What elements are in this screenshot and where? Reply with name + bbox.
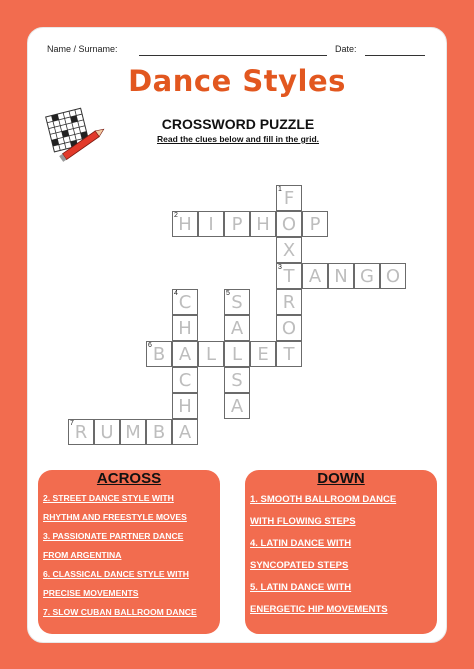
clue-line: FROM ARGENTINA (43, 550, 122, 560)
clue-number: 4 (174, 290, 178, 297)
clue-number: 6 (148, 342, 152, 349)
across-clues-panel (38, 470, 220, 634)
clue-line: PRECISE MOVEMENTS (43, 588, 139, 598)
grid-cell[interactable]: C (172, 289, 198, 315)
header-row (47, 44, 432, 58)
grid-cell[interactable]: A (302, 263, 328, 289)
grid-cell[interactable]: I (198, 211, 224, 237)
grid-cell[interactable]: T (276, 263, 302, 289)
clue-line: SYNCOPATED STEPS (250, 560, 349, 571)
page-title: Dance Styles (128, 64, 346, 98)
grid-cell[interactable]: A (224, 393, 250, 419)
grid-cell[interactable]: H (172, 315, 198, 341)
grid-cell[interactable]: H (172, 393, 198, 419)
clue-line: 2. STREET DANCE STYLE WITH (43, 493, 174, 503)
down-clues-panel (245, 470, 437, 634)
grid-cell[interactable]: C (172, 367, 198, 393)
clue-line: WITH FLOWING STEPS (250, 516, 356, 527)
grid-cell[interactable]: A (224, 315, 250, 341)
clue-number: 5 (226, 290, 230, 297)
date-field[interactable] (365, 55, 425, 56)
grid-cell[interactable]: E (250, 341, 276, 367)
clue-line: 7. SLOW CUBAN BALLROOM DANCE (43, 607, 197, 617)
grid-cell[interactable]: L (224, 341, 250, 367)
grid-cell[interactable]: A (172, 341, 198, 367)
grid-cell[interactable]: N (328, 263, 354, 289)
clue-line: 6. CLASSICAL DANCE STYLE WITH (43, 569, 189, 579)
date-label: Date: (335, 44, 357, 54)
clue-number: 7 (70, 420, 74, 427)
clue-line: 5. LATIN DANCE WITH (250, 582, 352, 593)
grid-cell[interactable]: H (250, 211, 276, 237)
grid-cell[interactable]: P (224, 211, 250, 237)
clue-number: 1 (278, 186, 282, 193)
grid-cell[interactable]: S (224, 289, 250, 315)
clue-line: 4. LATIN DANCE WITH (250, 538, 352, 549)
clue-line: 1. SMOOTH BALLROOM DANCE (250, 494, 397, 505)
grid-cell[interactable]: P (302, 211, 328, 237)
grid-cell[interactable]: O (380, 263, 406, 289)
grid-cell[interactable]: X (276, 237, 302, 263)
grid-cell[interactable]: S (224, 367, 250, 393)
clue-line: RHYTHM AND FREESTYLE MOVES (43, 512, 187, 522)
clue-line: 3. PASSIONATE PARTNER DANCE (43, 531, 184, 541)
grid-cell[interactable]: L (198, 341, 224, 367)
puzzle-subtitle: CROSSWORD PUZZLE (161, 116, 315, 132)
grid-cell[interactable]: O (276, 315, 302, 341)
grid-cell[interactable]: B (146, 341, 172, 367)
across-heading: ACROSS (96, 470, 162, 487)
crossword-pencil-icon (40, 104, 110, 164)
grid-cell[interactable]: T (276, 341, 302, 367)
instructions: Read the clues below and fill in the grid. (157, 134, 319, 144)
grid-cell[interactable]: G (354, 263, 380, 289)
name-field[interactable] (139, 55, 327, 56)
down-heading: DOWN (317, 470, 365, 487)
name-label: Name / Surname: (47, 44, 118, 54)
clue-number: 3 (278, 264, 282, 271)
grid-cell[interactable]: B (146, 419, 172, 445)
grid-cell[interactable]: R (68, 419, 94, 445)
grid-cell[interactable]: A (172, 419, 198, 445)
grid-cell[interactable]: U (94, 419, 120, 445)
grid-cell[interactable]: H (172, 211, 198, 237)
clue-number: 2 (174, 212, 178, 219)
clue-line: ENERGETIC HIP MOVEMENTS (250, 604, 388, 615)
grid-cell[interactable]: O (276, 211, 302, 237)
grid-cell[interactable]: F (276, 185, 302, 211)
grid-cell[interactable]: R (276, 289, 302, 315)
grid-cell[interactable]: M (120, 419, 146, 445)
